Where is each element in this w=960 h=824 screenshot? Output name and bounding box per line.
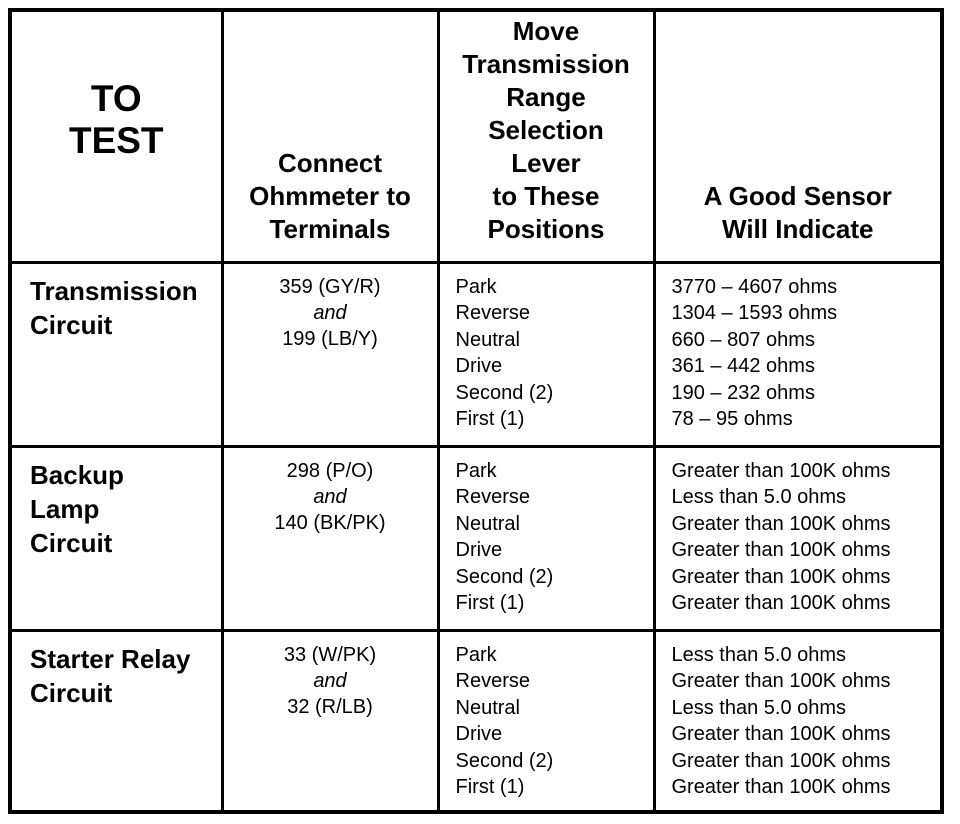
positions-cell: [438, 630, 654, 810]
position-item: Park: [455, 459, 497, 482]
reading-item: Greater than 100K ohms: [671, 776, 891, 799]
circuit-name: Starter Relay Circuit: [30, 643, 191, 708]
reading-item: 190 – 232 ohms: [671, 381, 815, 404]
circuit-name: Transmission Circuit: [30, 275, 198, 340]
circuit-cell: [12, 262, 222, 446]
terminals-text: 33 (W/PK) and 32 (R/LB): [283, 643, 377, 718]
positions-list: [440, 264, 653, 434]
readings-cell: [654, 630, 940, 810]
position-item: Reverse: [455, 302, 530, 325]
position-item: Second (2): [455, 749, 554, 772]
header-to-test: [12, 12, 222, 262]
terminals-cell: [222, 262, 438, 446]
reading-item: 361 – 442 ohms: [671, 355, 815, 378]
readings-list: [656, 264, 941, 434]
readings-cell: [654, 262, 940, 446]
reading-item: Less than 5.0 ohms: [671, 696, 847, 719]
sensor-test-table: [12, 12, 940, 810]
position-item: Neutral: [455, 512, 520, 535]
position-item: Reverse: [455, 670, 530, 693]
reading-item: Greater than 100K ohms: [671, 459, 891, 482]
position-item: Park: [455, 275, 497, 298]
position-item: Reverse: [455, 486, 530, 509]
positions-list: [440, 632, 653, 802]
terminals-text: 359 (GY/R) and 199 (LB/Y): [279, 275, 381, 350]
reading-item: Greater than 100K ohms: [671, 592, 891, 615]
position-item: Drive: [455, 539, 503, 562]
position-item: First (1): [455, 408, 525, 431]
table-row: [12, 630, 940, 810]
position-item: Neutral: [455, 696, 520, 719]
circuit-name: Backup Lamp Circuit: [30, 459, 124, 558]
header-move-lever: [438, 12, 654, 262]
table-row: [12, 446, 940, 630]
positions-cell: [438, 446, 654, 630]
positions-list: [440, 448, 653, 618]
position-item: Drive: [455, 723, 503, 746]
position-item: First (1): [455, 776, 525, 799]
header-good-sensor: [654, 12, 940, 262]
header-move-lever-text: Move Transmission Range Selection Lever to These Positions: [462, 16, 630, 244]
circuit-cell: [12, 630, 222, 810]
terminals-text: 298 (P/O) and 140 (BK/PK): [274, 459, 386, 534]
readings-cell: [654, 446, 940, 630]
reading-item: Greater than 100K ohms: [671, 670, 891, 693]
terminals-cell: [222, 446, 438, 630]
reading-item: Less than 5.0 ohms: [671, 643, 847, 666]
reading-item: Greater than 100K ohms: [671, 512, 891, 535]
readings-list: [656, 448, 941, 618]
position-item: Park: [455, 643, 497, 666]
circuit-cell: [12, 446, 222, 630]
header-connect: [222, 12, 438, 262]
table-row: [12, 262, 940, 446]
readings-list: [656, 632, 941, 802]
position-item: Drive: [455, 355, 503, 378]
position-item: Second (2): [455, 565, 554, 588]
header-row: [12, 12, 940, 262]
header-connect-text: Connect Ohmmeter to Terminals: [249, 148, 411, 244]
reading-item: Less than 5.0 ohms: [671, 486, 847, 509]
reading-item: Greater than 100K ohms: [671, 539, 891, 562]
reading-item: 660 – 807 ohms: [671, 328, 815, 351]
reading-item: 3770 – 4607 ohms: [671, 275, 838, 298]
terminals-cell: [222, 630, 438, 810]
position-item: First (1): [455, 592, 525, 615]
reading-item: 1304 – 1593 ohms: [671, 302, 838, 325]
reading-item: Greater than 100K ohms: [671, 749, 891, 772]
reading-item: 78 – 95 ohms: [671, 408, 793, 431]
position-item: Neutral: [455, 328, 520, 351]
header-to-test-text: TO TEST: [68, 78, 164, 161]
positions-cell: [438, 262, 654, 446]
header-good-sensor-text: A Good Sensor Will Indicate: [703, 181, 892, 244]
reading-item: Greater than 100K ohms: [671, 565, 891, 588]
position-item: Second (2): [455, 381, 554, 404]
reading-item: Greater than 100K ohms: [671, 723, 891, 746]
